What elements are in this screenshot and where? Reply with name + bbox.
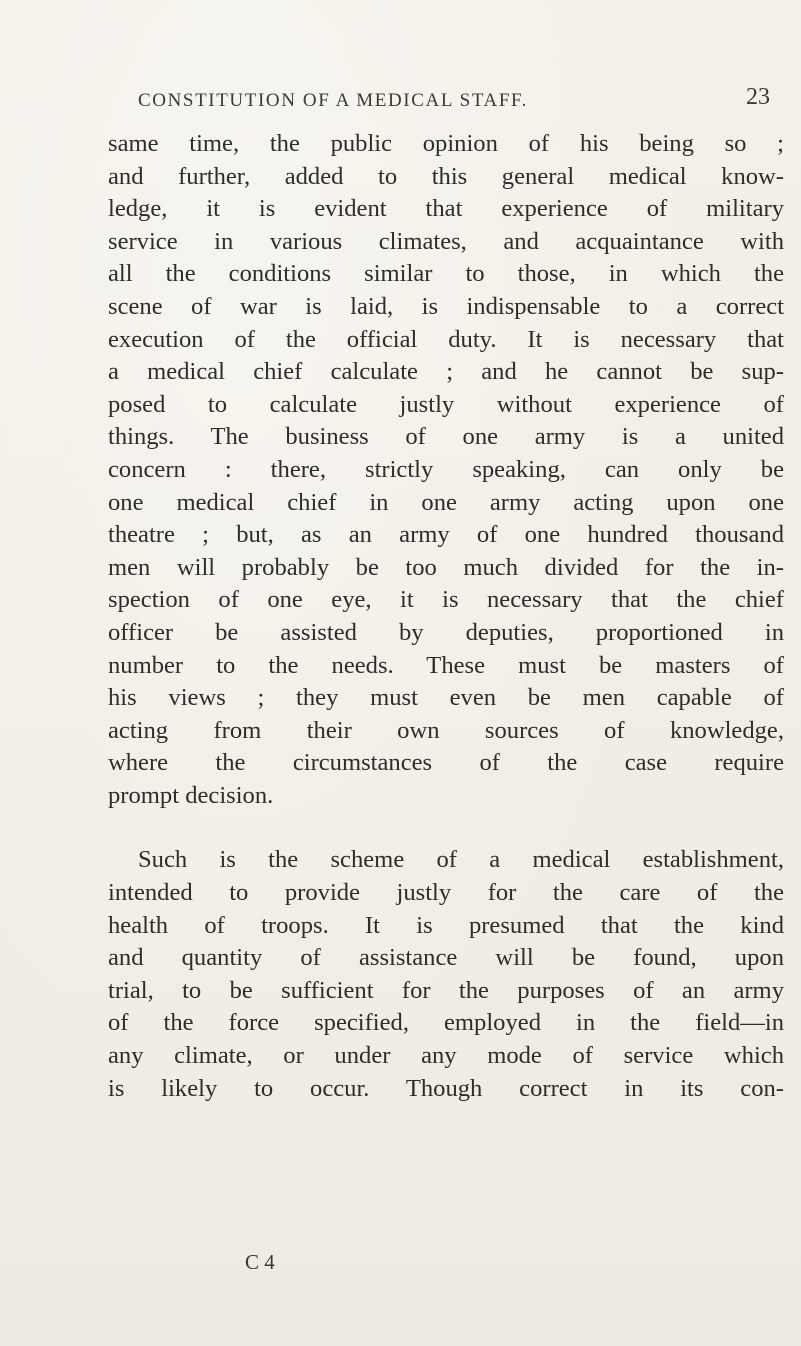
text-line: where the circumstances of the case require: [108, 749, 784, 777]
text-line: is likely to occur. Though correct in its con-: [108, 1074, 784, 1102]
text-line: a medical chief calculate ; and he cannot be sup-: [108, 358, 784, 386]
signature-mark: C 4: [245, 1250, 275, 1274]
paragraph-2: [108, 844, 784, 1105]
text-line: any climate, or under any mode of service which: [108, 1042, 784, 1070]
text-line: health of troops. It is presumed that the kind: [108, 911, 784, 939]
text-line: trial, to be sufficient for the purposes of an army: [108, 976, 784, 1004]
text-line: and quantity of assistance will be found, upon: [108, 944, 784, 972]
text-line: execution of the official duty. It is necessary that: [108, 325, 784, 353]
text-line: things. The business of one army is a united: [108, 423, 784, 451]
text-line: theatre ; but, as an army of one hundred thousand: [108, 521, 784, 549]
text-line: same time, the public opinion of his being so ;: [108, 130, 784, 157]
text-line: number to the needs. These must be masters of: [108, 651, 784, 679]
text-line: acting from their own sources of knowledge,: [108, 716, 784, 744]
text-line: officer be assisted by deputies, proportioned in: [108, 618, 784, 646]
text-line: posed to calculate justly without experience of: [108, 390, 784, 418]
text-line: intended to provide justly for the care of the: [108, 879, 784, 907]
text-line: service in various climates, and acquaintance with: [108, 227, 784, 255]
text-line: one medical chief in one army acting upon one: [108, 488, 784, 516]
body-text: [108, 128, 784, 1105]
text-line: his views ; they must even be men capable of: [108, 684, 784, 712]
running-head: [138, 84, 778, 114]
text-line: of the force specified, employed in the field—in: [108, 1009, 784, 1037]
text-line: Such is the scheme of a medical establishment,: [138, 846, 784, 874]
text-line: spection of one eye, it is necessary that the chief: [108, 586, 784, 614]
text-line: concern : there, strictly speaking, can only be: [108, 455, 784, 483]
text-line: all the conditions similar to those, in which the: [108, 260, 784, 288]
text-line: prompt decision.: [108, 781, 274, 809]
text-line: men will probably be too much divided for the in-: [108, 553, 784, 581]
paragraph-gap: [108, 812, 784, 844]
text-line: ledge, it is evident that experience of military: [108, 195, 784, 223]
text-line: scene of war is laid, is indispensable to a correct: [108, 292, 784, 320]
paragraph-1: [108, 128, 784, 812]
text-line: and further, added to this general medical know-: [108, 162, 784, 190]
running-title: CONSTITUTION OF A MEDICAL STAFF.: [138, 90, 529, 111]
page-number: 23: [746, 84, 770, 110]
